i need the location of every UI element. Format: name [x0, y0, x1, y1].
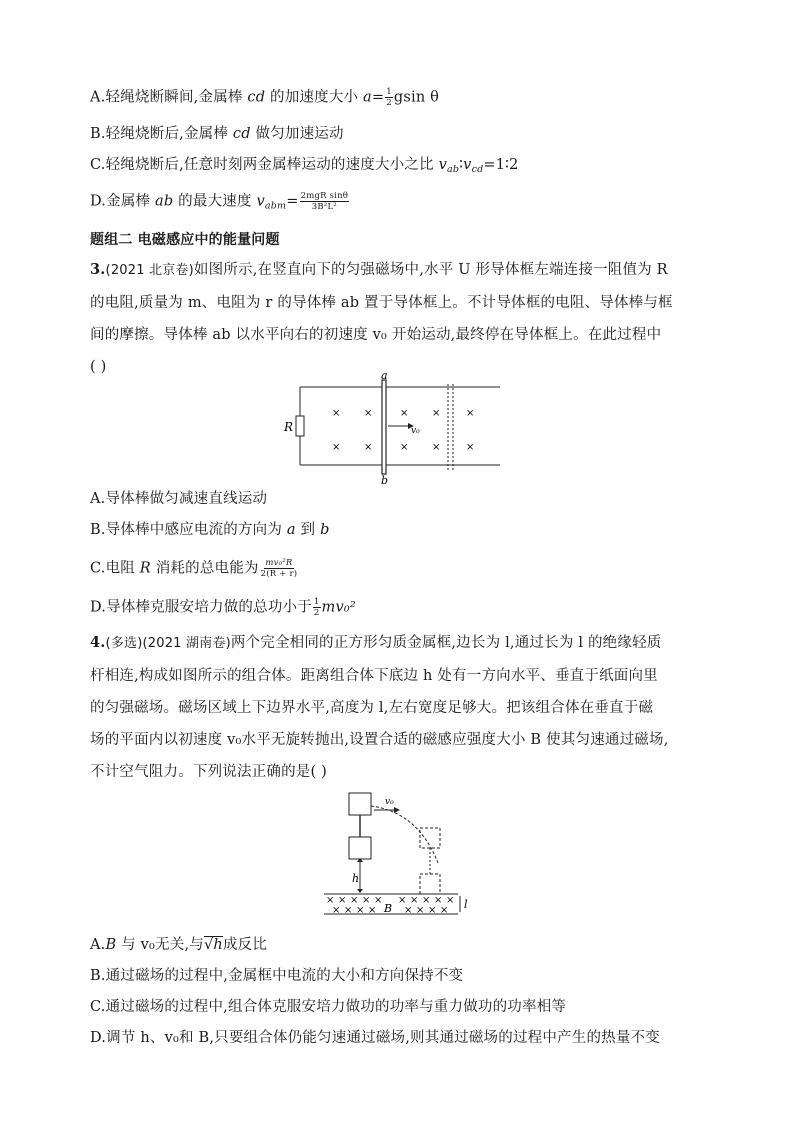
- var-a: a=: [363, 89, 385, 106]
- var-cd: cd: [232, 126, 251, 142]
- answer-blank: ( ): [90, 359, 107, 375]
- frame-lower: [349, 837, 371, 859]
- frac-num: mv₀²R: [265, 558, 293, 568]
- frame-upper: [349, 793, 371, 815]
- frac-den: 2: [313, 608, 320, 618]
- option-text: B.导体棒中感应电流的方向为: [90, 522, 287, 538]
- cross-mark: ×: [422, 895, 431, 906]
- kinetic-energy: mv₀²: [321, 599, 356, 616]
- option-text: D.金属棒: [90, 193, 156, 210]
- sin-theta: sin θ: [403, 89, 440, 106]
- option-text: A.: [90, 937, 106, 953]
- cross-mark: ×: [374, 895, 383, 906]
- q4-option-d: D.调节 h、v₀和 B,只要组合体仍能匀速通过磁场,则其通过磁场的过程中产生的热量不变: [90, 1030, 660, 1046]
- label-b: b: [381, 474, 389, 486]
- cross-mark: ×: [332, 408, 341, 419]
- var-ab: ab: [155, 193, 174, 210]
- subscript: cd: [471, 164, 484, 175]
- figure-3-circuit: [280, 370, 520, 486]
- v0-arrow-head: [394, 807, 400, 813]
- option-b-prev: [90, 124, 344, 144]
- frac-den: 2: [386, 98, 392, 108]
- frac-num: 1: [386, 87, 392, 97]
- cross-mark: ×: [466, 442, 475, 453]
- option-text: 消耗的总电能为: [150, 560, 259, 577]
- question-4: [90, 627, 710, 788]
- cross-mark: ×: [368, 905, 377, 916]
- option-text: 的最大速度: [173, 193, 257, 210]
- question-4-line3: 的匀强磁场。磁场区域上下边界水平,高度为 l,左右宽度足够大。把该组合体在垂直于磁: [90, 700, 654, 716]
- frac-den: 2(R + r): [260, 569, 298, 579]
- frame-upper-later: [420, 828, 440, 848]
- var-b: B: [105, 937, 117, 953]
- option-text: 做匀加速运动: [250, 126, 344, 142]
- var-v: v: [438, 157, 448, 173]
- subscript: ab: [447, 164, 460, 175]
- option-text: D.导体棒克服安培力做的总功小于: [90, 599, 312, 616]
- label-v0: v₀: [411, 426, 420, 436]
- question-text: 两个完全相同的正方形匀质金属框,边长为 l,通过长为 l 的绝缘轻质: [230, 635, 662, 651]
- q3-option-b: [90, 520, 330, 540]
- var-b: b: [320, 522, 330, 538]
- cross-mark: ×: [400, 408, 409, 419]
- cross-mark: ×: [446, 895, 455, 906]
- question-text: 如图所示,在竖直向下的匀强磁场中,水平 U 形导体框左端连接一阻值为 R: [193, 262, 668, 278]
- cross-mark: ×: [332, 442, 341, 453]
- label-a: a: [381, 370, 388, 382]
- question-3-line2: 的电阻,质量为 m、电阻为 r 的导体棒 ab 置于导体框上。不计导体框的电阻、导体棒与框: [90, 295, 673, 311]
- cross-mark: ×: [432, 442, 441, 453]
- cross-mark: ×: [356, 905, 365, 916]
- question-number: 3.: [90, 261, 106, 278]
- var-r: R: [139, 560, 151, 577]
- label-v0: v₀: [385, 797, 394, 807]
- question-3-line3: 间的摩擦。导体棒 ab 以水平向右的初速度 v₀ 开始运动,最终停在导体框上。在此过程中: [90, 327, 662, 343]
- cross-mark: ×: [400, 442, 409, 453]
- cross-mark: ×: [404, 905, 413, 916]
- var-v: v: [256, 193, 265, 210]
- q3-option-c: [90, 558, 299, 579]
- cross-mark: ×: [326, 895, 335, 906]
- frac-den: 3B²L²: [311, 202, 337, 212]
- label-h: h: [352, 872, 360, 885]
- option-a-prev: [90, 87, 439, 108]
- question-4-line5: 不计空气阻力。下列说法正确的是( ): [90, 764, 328, 780]
- sqrt-h: √h: [203, 937, 223, 953]
- option-text: B.轻绳烧断后,金属棒: [90, 126, 233, 142]
- trajectory: [371, 806, 438, 863]
- question-number: 4.: [90, 634, 106, 651]
- q4-option-b: B.通过磁场的过程中,金属框中电流的大小和方向保持不变: [90, 968, 464, 984]
- q4-option-c: C.通过磁场的过程中,组合体克服安培力做功的功率与重力做功的功率相等: [90, 999, 567, 1015]
- question-3: [90, 254, 710, 383]
- cross-mark: ×: [344, 905, 353, 916]
- cross-mark: ×: [364, 442, 373, 453]
- cross-mark: ×: [410, 895, 419, 906]
- cross-mark: ×: [362, 895, 371, 906]
- question-source: (2021 北京卷): [105, 263, 194, 278]
- label-r: R: [284, 420, 294, 434]
- subscript: abm: [264, 200, 287, 212]
- field-crosses: [332, 408, 474, 453]
- fraction-energy: [260, 558, 299, 579]
- option-text: 成反比: [222, 937, 268, 953]
- label-b: B: [384, 902, 393, 915]
- h-arrow-down: [357, 889, 363, 893]
- cross-mark: ×: [440, 905, 449, 916]
- cross-mark: ×: [398, 895, 407, 906]
- colon: ∶: [459, 157, 464, 173]
- fraction-half: [313, 597, 321, 618]
- label-l: l: [464, 898, 468, 911]
- frac-num: 1: [313, 597, 320, 607]
- resistor: [296, 416, 304, 436]
- cross-mark: ×: [434, 895, 443, 906]
- option-c-prev: [90, 155, 519, 180]
- q3-option-d: [90, 597, 356, 618]
- cross-mark: ×: [432, 408, 441, 419]
- cross-mark: ×: [428, 905, 437, 916]
- fraction-vmax: [300, 191, 349, 212]
- fraction-half: [385, 87, 393, 108]
- var-g: g: [393, 89, 404, 106]
- cross-mark: ×: [350, 895, 359, 906]
- q4-option-a: [90, 935, 267, 955]
- question-4-line4: 场的平面内以初速度 v₀水平无旋转抛出,设置合适的磁感应强度大小 B 使其匀速通过磁场,: [90, 732, 669, 748]
- question-3-line1: [90, 254, 710, 287]
- var-cd: cd: [247, 89, 266, 106]
- cross-mark: ×: [332, 905, 341, 916]
- cross-mark: ×: [416, 905, 425, 916]
- option-text: C.轻绳烧断后,任意时刻两金属棒运动的速度大小之比: [90, 157, 439, 173]
- rod-ab: [382, 380, 386, 474]
- var-v: v: [463, 157, 472, 173]
- equals: =: [286, 193, 299, 210]
- option-text: A.轻绳烧断瞬间,金属棒: [90, 89, 248, 106]
- var-a: a: [286, 522, 296, 538]
- option-text: 到: [295, 522, 321, 538]
- option-text: 的加速度大小: [265, 89, 364, 106]
- cross-mark: ×: [338, 895, 347, 906]
- option-d-prev: [90, 191, 350, 217]
- cross-mark: ×: [466, 408, 475, 419]
- figure-4-frames: [318, 788, 478, 928]
- frame-lower-later: [420, 874, 440, 894]
- ratio: =1∶2: [483, 157, 519, 173]
- cross-mark: ×: [364, 408, 373, 419]
- question-4-line2: 杆相连,构成如图所示的组合体。距离组合体下底边 h 处有一方向水平、垂直于纸面向里: [90, 668, 658, 684]
- section-title: 题组二 电磁感应中的能量问题: [90, 232, 280, 248]
- question-4-line1: [90, 627, 710, 660]
- question-source: (多选)(2021 湖南卷): [105, 636, 231, 651]
- frac-num: 2mgR sinθ: [300, 191, 349, 201]
- option-text: 与 v₀无关,与: [116, 937, 204, 953]
- q3-option-a: A.导体棒做匀减速直线运动: [90, 491, 268, 507]
- option-text: C.电阻: [90, 560, 140, 577]
